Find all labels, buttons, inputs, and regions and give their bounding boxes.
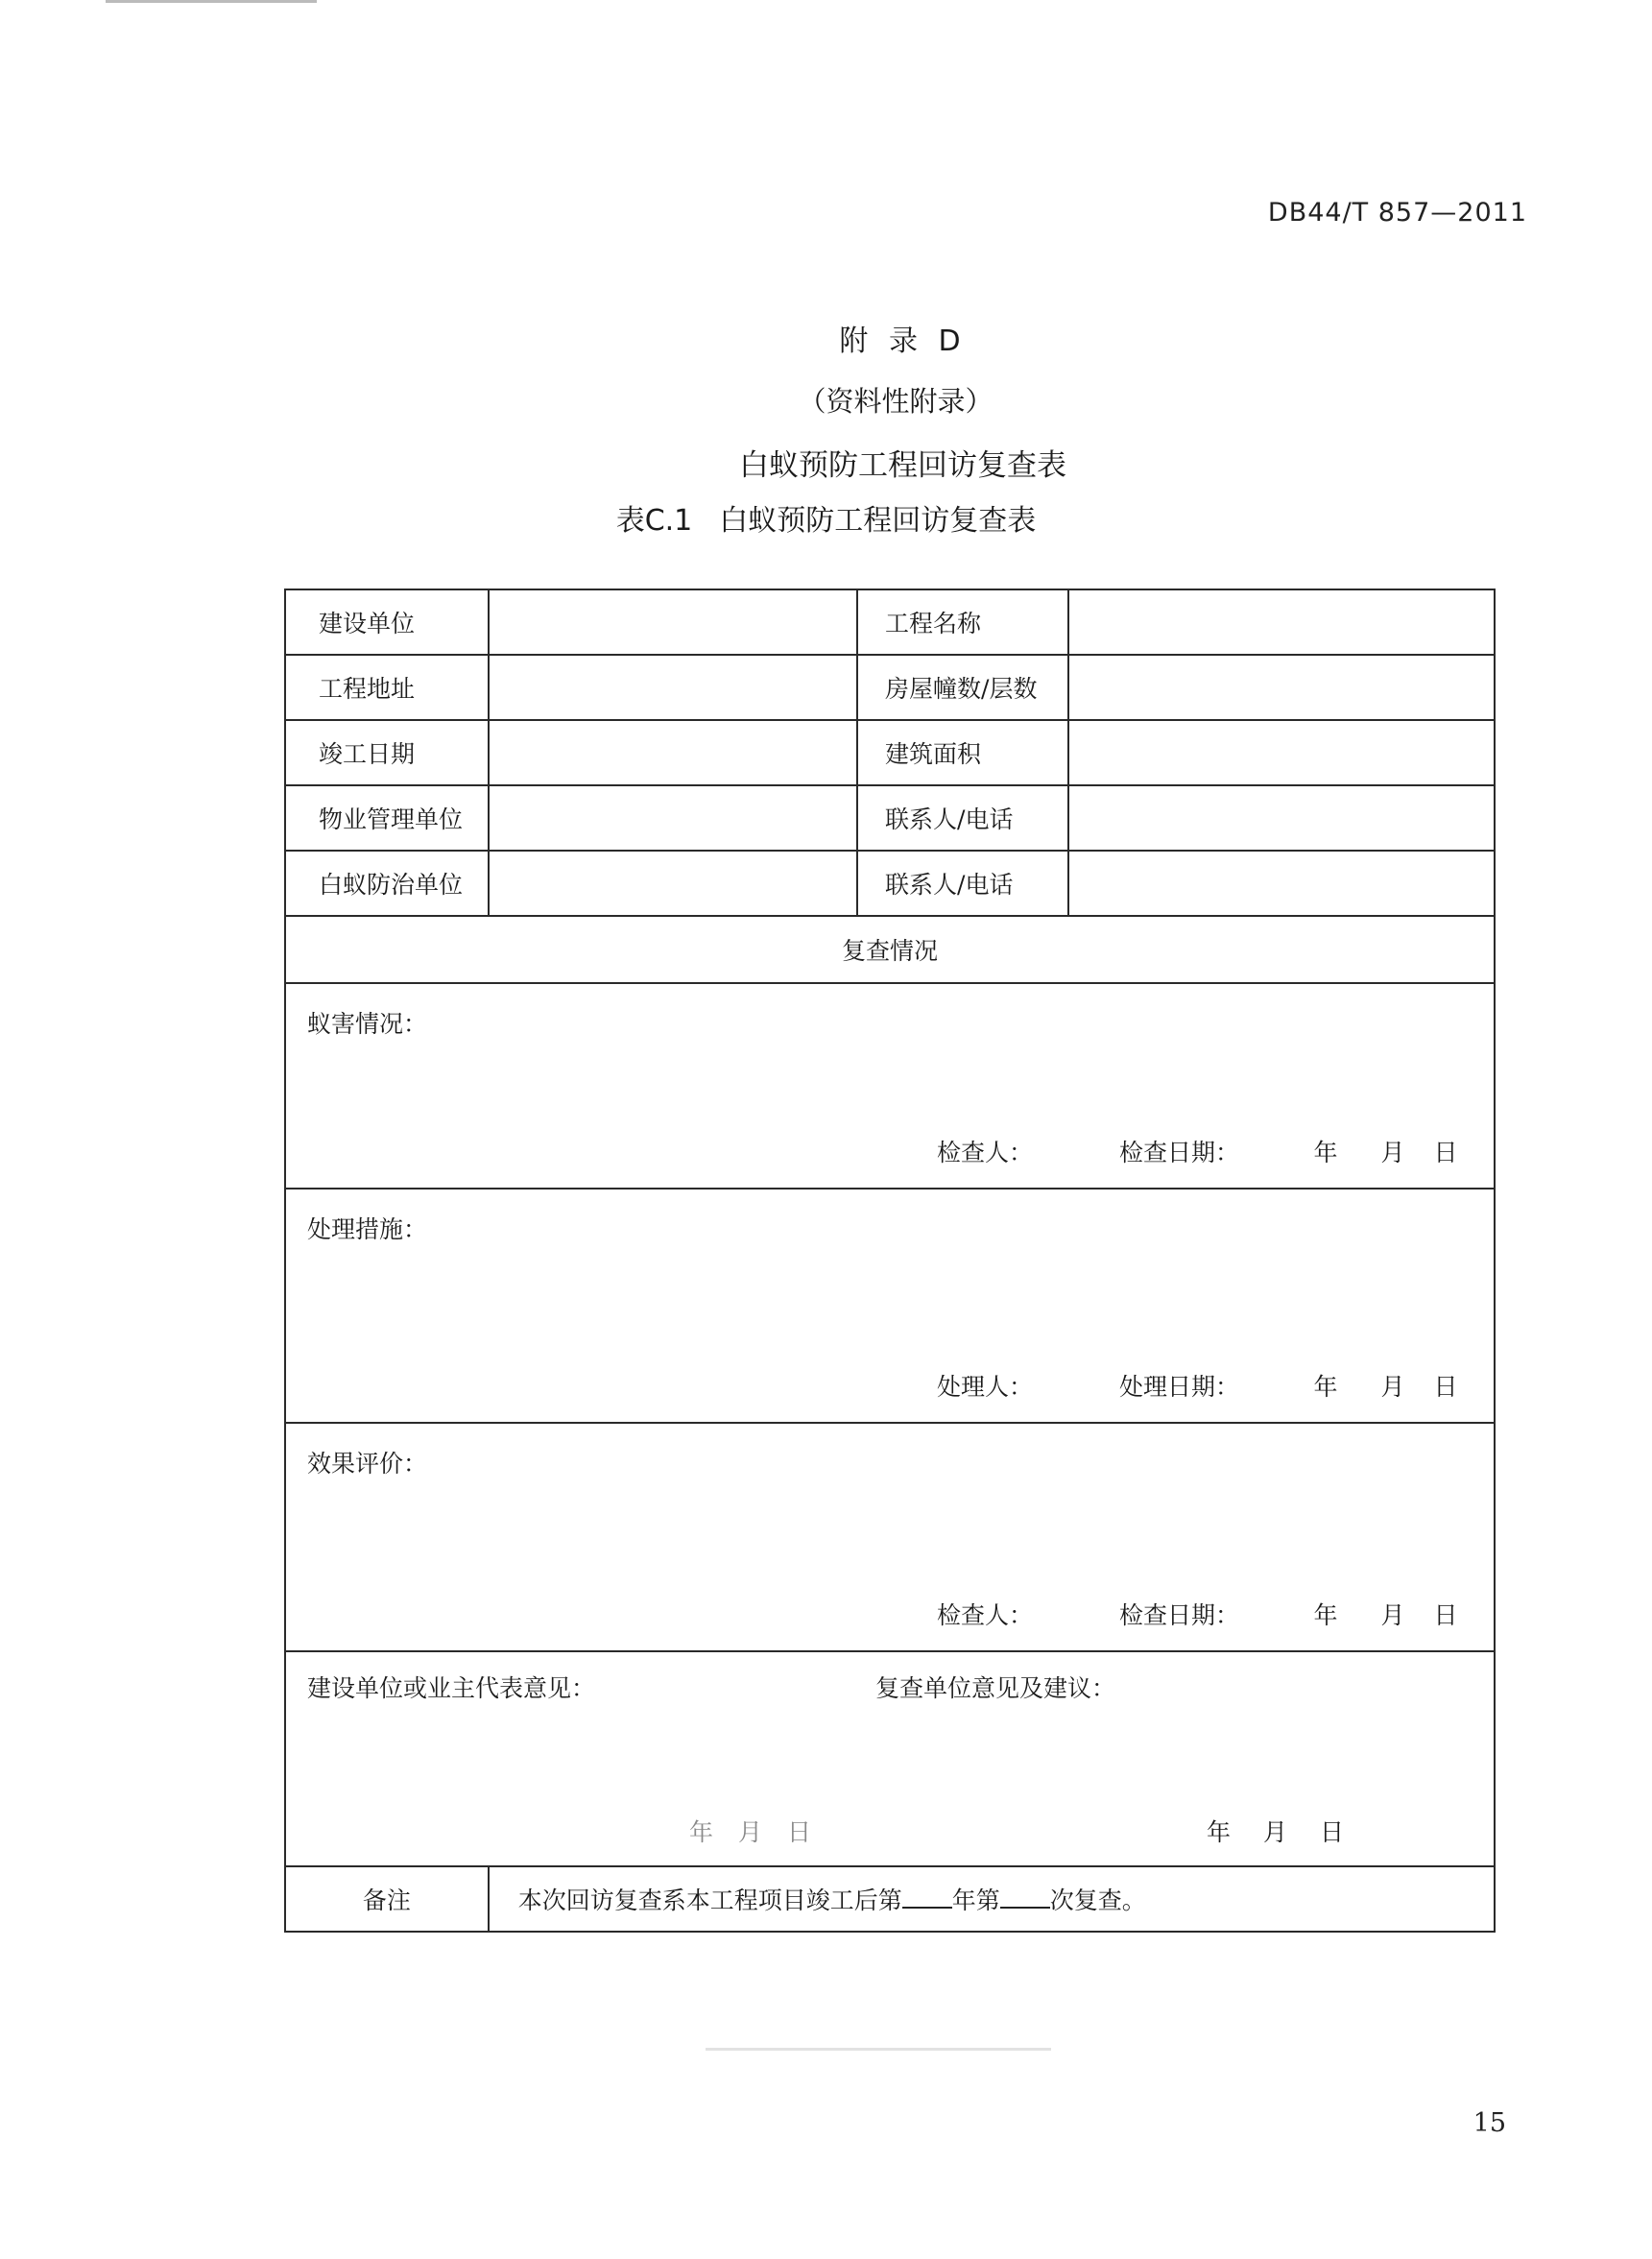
month-label: 月 — [1380, 1139, 1405, 1166]
info-row — [285, 589, 1495, 655]
info-value-field[interactable] — [1068, 655, 1495, 720]
year-count-blank[interactable] — [902, 1886, 952, 1909]
appendix-label: 附 录 D — [839, 324, 967, 358]
signature-line — [937, 1368, 1465, 1403]
info-label: 联系人/电话 — [857, 851, 1068, 916]
inspector-label: 检查人： — [937, 1601, 1034, 1629]
info-value-field[interactable] — [489, 785, 857, 851]
date-label: 检查日期： — [1119, 1601, 1240, 1629]
treatment-block[interactable] — [285, 1189, 1495, 1423]
info-label: 建筑面积 — [857, 720, 1068, 785]
opinion-date — [1207, 1814, 1369, 1848]
scan-artifact — [106, 0, 317, 3]
table-number: 表C.1 — [615, 504, 693, 538]
remark-text-before: 本次回访复查系本工程项目竣工后第 — [517, 1887, 902, 1914]
table-caption — [0, 496, 1652, 539]
info-value-field[interactable] — [489, 655, 857, 720]
remark-text-middle: 年第 — [951, 1887, 1000, 1914]
signature-line — [937, 1597, 1465, 1631]
info-value-field[interactable] — [1068, 785, 1495, 851]
review-opinion-title: 复查单位意见及建议： — [875, 1674, 1116, 1702]
block-title: 效果评价： — [307, 1450, 428, 1478]
info-value-field[interactable] — [489, 589, 857, 655]
treatment-row — [285, 1189, 1495, 1423]
page-number: 15 — [1472, 2108, 1506, 2138]
info-row — [285, 655, 1495, 720]
info-value-field[interactable] — [1068, 589, 1495, 655]
owner-opinion-title: 建设单位或业主代表意见： — [307, 1674, 596, 1702]
day-label: 日 — [1433, 1373, 1458, 1401]
info-label: 工程地址 — [285, 655, 489, 720]
appendix-title: 白蚁预防工程回访复查表 — [739, 448, 1066, 483]
year-label: 年 — [1207, 1818, 1232, 1846]
faded-date-text: 年月日 — [689, 1818, 837, 1846]
appendix-titles — [0, 317, 1652, 484]
inspector-label: 检查人： — [937, 1139, 1034, 1166]
info-value-field[interactable] — [1068, 720, 1495, 785]
opinion-cell[interactable] — [285, 1651, 1495, 1866]
termite-damage-row — [285, 983, 1495, 1189]
date-label: 检查日期： — [1119, 1139, 1240, 1166]
scan-artifact — [706, 2048, 1051, 2051]
remark-text-after: 次复查。 — [1049, 1887, 1146, 1914]
evaluation-row — [285, 1423, 1495, 1651]
day-label: 日 — [1433, 1139, 1458, 1166]
info-label: 建设单位 — [285, 589, 489, 655]
month-label: 月 — [1380, 1601, 1405, 1629]
table-title: 白蚁预防工程回访复查表 — [719, 504, 1037, 538]
info-label: 白蚁防治单位 — [285, 851, 489, 916]
year-label: 年 — [1313, 1139, 1338, 1166]
info-label: 物业管理单位 — [285, 785, 489, 851]
section-header-row — [285, 916, 1495, 983]
signature-line — [937, 1134, 1465, 1168]
appendix-type: （资料性附录） — [798, 385, 994, 418]
block-title: 处理措施： — [307, 1215, 428, 1243]
info-value-field[interactable] — [1068, 851, 1495, 916]
block-title: 蚁害情况： — [307, 1010, 428, 1038]
info-value-field[interactable] — [489, 720, 857, 785]
remark-label: 备注 — [285, 1866, 489, 1932]
date-label: 处理日期： — [1119, 1373, 1240, 1401]
opinion-row — [285, 1651, 1495, 1866]
standard-code: DB44/T 857—2011 — [1267, 198, 1527, 228]
opinion-block — [286, 1652, 1494, 1865]
month-label: 月 — [1263, 1818, 1288, 1846]
info-row — [285, 851, 1495, 916]
info-row — [285, 720, 1495, 785]
evaluation-block[interactable] — [285, 1423, 1495, 1651]
info-label: 联系人/电话 — [857, 785, 1068, 851]
remark-row — [285, 1866, 1495, 1932]
day-label: 日 — [1319, 1818, 1344, 1846]
info-value-field[interactable] — [489, 851, 857, 916]
section-header: 复查情况 — [285, 916, 1495, 983]
month-label: 月 — [1380, 1373, 1405, 1401]
year-label: 年 — [1313, 1373, 1338, 1401]
info-label: 工程名称 — [857, 589, 1068, 655]
termite-damage-block[interactable] — [285, 983, 1495, 1189]
info-label: 竣工日期 — [285, 720, 489, 785]
remark-text — [489, 1866, 1495, 1932]
handler-label: 处理人： — [937, 1373, 1034, 1401]
year-label: 年 — [1313, 1601, 1338, 1629]
review-count-blank[interactable] — [1000, 1886, 1050, 1909]
day-label: 日 — [1433, 1601, 1458, 1629]
info-label: 房屋幢数/层数 — [857, 655, 1068, 720]
inspection-form-table — [284, 589, 1496, 1933]
info-row — [285, 785, 1495, 851]
